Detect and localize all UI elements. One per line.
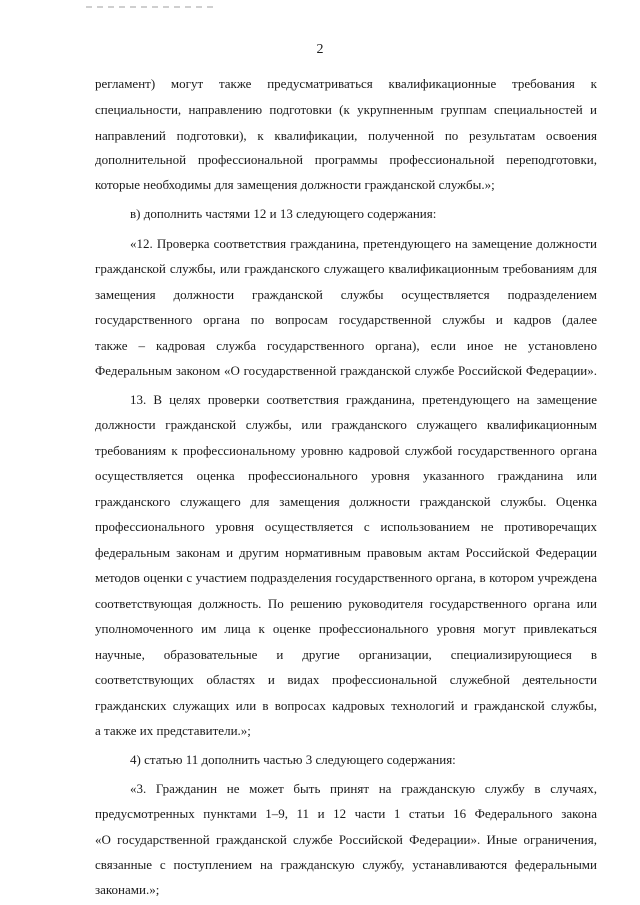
text-line: 13. В целях проверки соответствия гражданина, претендующего на замещение	[130, 392, 597, 407]
text-line: федеральным законам и другим нормативным правовым актам Российской Федерации	[95, 545, 597, 560]
text-line: гражданских служащих или в вопросах кадровых технологий и гражданской службы,	[95, 698, 597, 713]
text-line: 4) статью 11 дополнить частью 3 следующего содержания:	[130, 752, 456, 767]
text-line: гражданской службы, или гражданского служащего квалификационным требованиям для	[95, 261, 597, 276]
text-line: Федеральным законом «О государственной гражданской службе Российской Федерации».	[95, 363, 597, 378]
text-line: соответствующая должность. По решению руководителя государственного органа или	[95, 596, 597, 611]
scan-artifact	[86, 6, 216, 8]
text-line: «О государственной гражданской службе Российской Федерации». Иные ограничения,	[95, 832, 597, 847]
text-line: требованиям к профессиональному уровню кадровой службой государственного органа	[95, 443, 597, 458]
page-number: 2	[316, 42, 324, 57]
text-line: специальности, направлению подготовки (к укрупненным группам специальностей и	[95, 102, 597, 117]
text-line: дополнительной профессиональной программы профессиональной переподготовки,	[95, 152, 597, 167]
text-line: осуществляется оценка профессионального уровня указанного гражданина или	[95, 468, 597, 483]
text-line: направлений подготовки), к квалификации, полученной по результатам освоения	[95, 128, 597, 143]
text-line: государственного органа по вопросам государственной службы и кадров (далее	[95, 312, 597, 327]
text-line: которые необходимы для замещения должности гражданской службы.»;	[95, 177, 495, 192]
text-line: регламент) могут также предусматриваться квалификационные требования к	[95, 76, 597, 91]
text-line: а также их представители.»;	[95, 723, 251, 738]
text-line: законами.»;	[95, 882, 160, 897]
text-line: профессионального уровня осуществляется с использованием не противоречащих	[95, 519, 597, 534]
text-line: также – кадровая служба государственного органа), если иное не установлено	[95, 338, 597, 353]
text-line: предусмотренных пунктами 1–9, 11 и 12 части 1 статьи 16 Федерального закона	[95, 806, 597, 821]
text-line: связанные с поступлением на гражданскую службу, устанавливаются федеральными	[95, 857, 597, 872]
text-line: гражданского служащего для замещения должности гражданской службы. Оценка	[95, 494, 597, 509]
text-line: «12. Проверка соответствия гражданина, претендующего на замещение должности	[130, 236, 597, 251]
text-line: должности гражданской службы, или гражданского служащего квалификационным	[95, 417, 597, 432]
text-line: соответствующих областях и видах профессиональной служебной деятельности	[95, 672, 597, 687]
text-line: замещения должности гражданской службы осуществляется подразделением	[95, 287, 597, 302]
text-line: «3. Гражданин не может быть принят на гражданскую службу в случаях,	[130, 781, 597, 796]
text-line: в) дополнить частями 12 и 13 следующего содержания:	[130, 206, 437, 221]
text-line: научные, образовательные и другие организации, специализирующиеся в	[95, 647, 597, 662]
text-line: уполномоченного им лица к оценке профессионального уровня могут привлекаться	[95, 621, 597, 636]
text-line: методов оценки с участием подразделения государственного органа, в котором учреждена	[95, 570, 597, 585]
